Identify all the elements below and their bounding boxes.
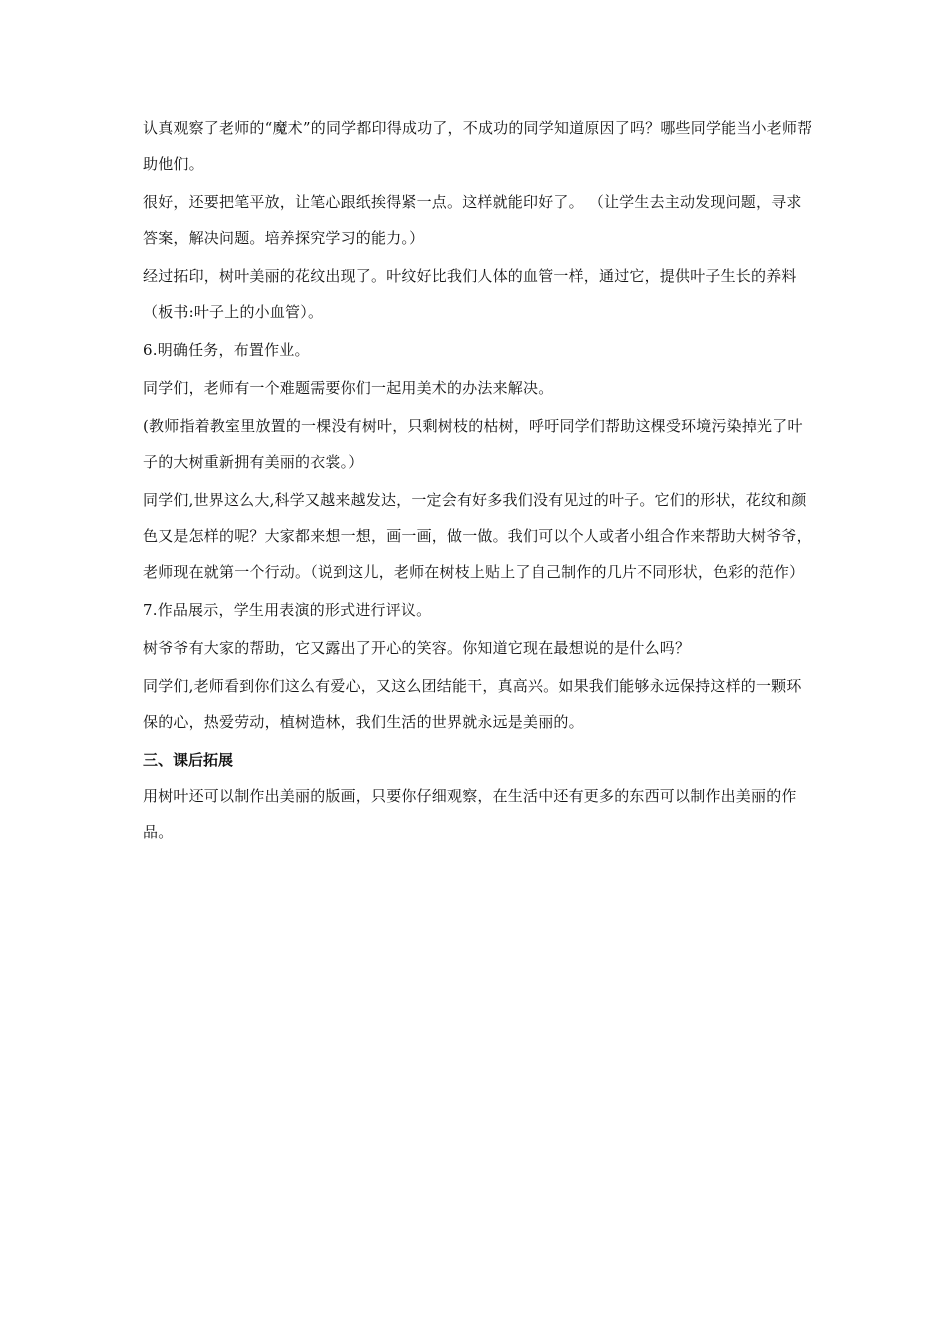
paragraph-tree-smile: 树爷爷有大家的帮助，它又露出了开心的笑容。你知道它现在最想说的是什么吗？ (143, 639, 691, 657)
paragraph-teacher-problem: 同学们，老师有一个难题需要你们一起用美术的办法来解决。 (143, 379, 554, 397)
step-6-title: 6.明确任务，布置作业。 (143, 341, 310, 359)
document-body (143, 110, 813, 852)
paragraph-closing: 用树叶还可以制作出美丽的版画，只要你仔细观察，在生活中还有更多的东西可以制作出美丽的作品。 (143, 787, 797, 841)
paragraph-environment-heart: 同学们,老师看到你们这么有爱心，又这么团结能干，真高兴。如果我们能够永远保持这样的一颗环保的心，热爱劳动，植树造林，我们生活的世界就永远是美丽的。 (143, 677, 802, 731)
section-heading-extension: 三、课后拓展 (143, 751, 234, 769)
paragraph-pen-tip: 很好，还要把笔平放，让笔心跟纸挨得紧一点。这样就能印好了。 （让学生去主动发现问题，寻求答案，解决问题。培养探究学习的能力。） (143, 193, 802, 247)
paragraph-magic-question: 认真观察了老师的“魔术”的同学都印得成功了，不成功的同学知道原因了吗？哪些同学能当小老师帮助他们。 (143, 119, 813, 173)
paragraph-bare-tree: (教师指着教室里放置的一棵没有树叶，只剩树枝的枯树，呼吁同学们帮助这棵受环境污染掉光了叶子的大树重新拥有美丽的衣裳。） (143, 417, 803, 471)
paragraph-leaf-shapes: 同学们,世界这么大,科学又越来越发达，一定会有好多我们没有见过的叶子。它们的形状，花纹和颜色又是怎样的呢？大家都来想一想，画一画，做一做。我们可以个人或者小组合作来帮助大树爷爷，老师现在就第一个行动。（说到这儿，老师在树枝上贴上了自己制作的几片不同形状，色彩的范作） (143, 491, 812, 581)
paragraph-leaf-veins: 经过拓印，树叶美丽的花纹出现了。叶纹好比我们人体的血管一样，通过它，提供叶子生长的养料（板书:叶子上的小血管）。 (143, 267, 797, 321)
step-7-title: 7.作品展示，学生用表演的形式进行评议。 (143, 601, 432, 619)
